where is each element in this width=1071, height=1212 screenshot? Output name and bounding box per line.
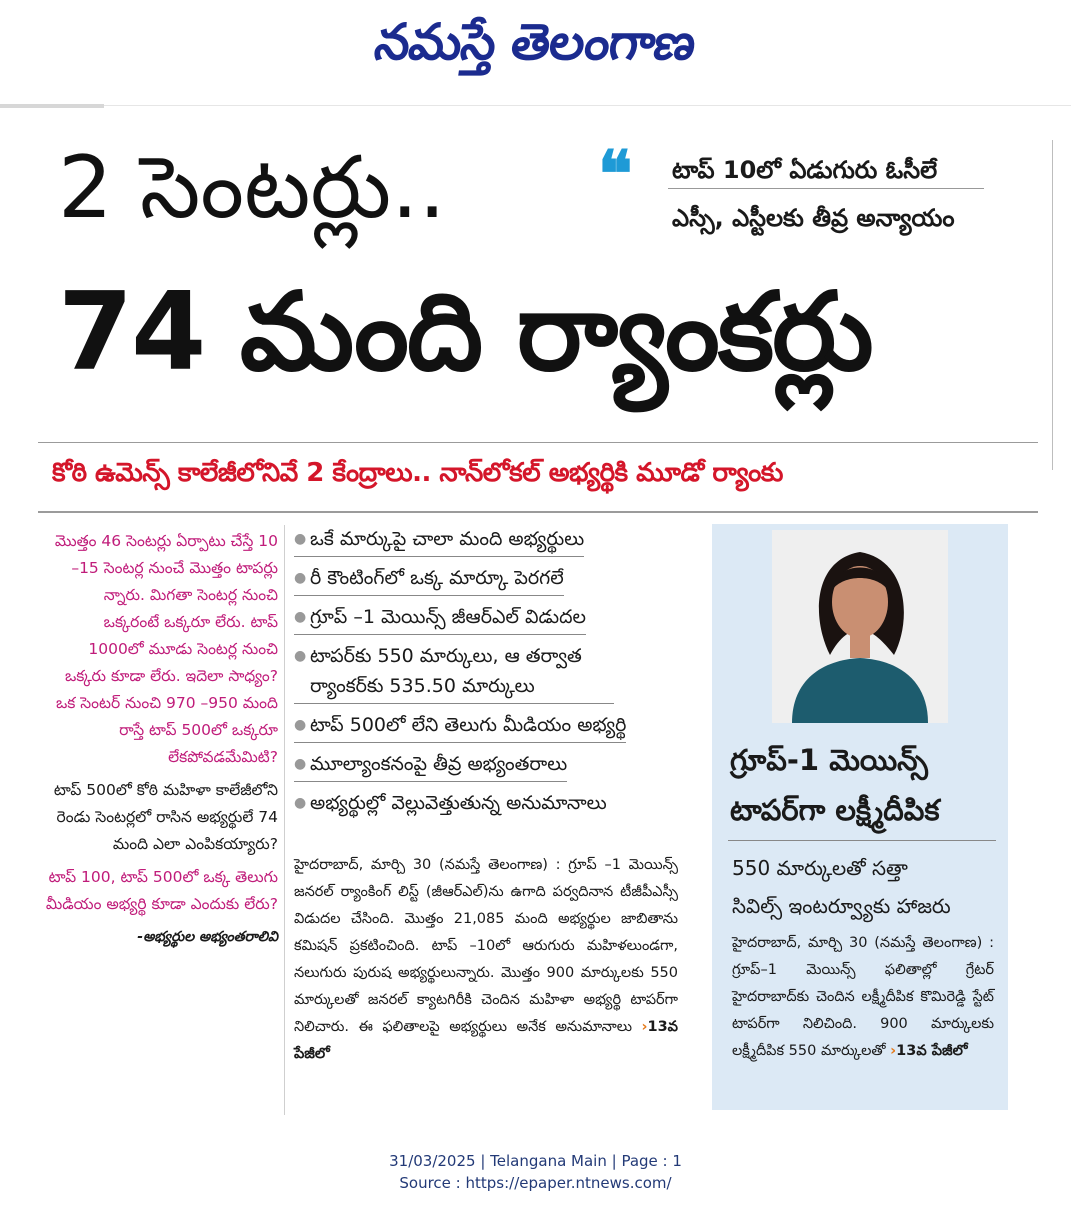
candidate-complaint-2: టాప్ 500లో కోఠి మహిళా కాలేజీలోని రెండు సెంటర్లలో రాసిన అభ్యర్థులే 74 మంది ఎలా ఎంపికయ్యారు? — [53, 781, 278, 853]
article-text: హైదరాబాద్, మార్చి 30 (నమస్తే తెలంగాణ) : గ్రూప్ –1 మెయిన్స్ జనరల్ ర్యాంకింగ్ లిస్ట్ (జీఆర్‌ఎల్)ను ఉగాది పర్వదినాన టీజీపీఎస్సీ విడుదల చేసింది. మొత్తం 21,085 మంది అభ్యర్థుల జాబితాను కమిషన్ ప్రకటించింది. టాప్ –10లో ఆరుగురు మహిళలుండగా, నలుగురు పురుష అభ్యర్థులున్నారు. మొత్తం 900 మార్కులకు 550 మార్కులతో జనరల్ క్యాటగిరీకి చెందిన మహిళా అభ్యర్థి టాపర్‌గా నిలిచారు. ఈ ఫలితాలపై అభ్యర్థులు అనేక అనుమానాలు — [294, 857, 678, 1035]
bullet-icon: ● — [294, 756, 307, 772]
list-item: ● రీ కౌంటింగ్‌లో ఒక్క మార్కూ పెరగలే — [294, 563, 564, 596]
main-article-body — [294, 852, 678, 1068]
masthead-divider-line — [104, 105, 1071, 106]
bullet-icon: ● — [294, 570, 307, 586]
masthead-divider — [0, 104, 104, 108]
pull-quote-line-1: టాప్ 10లో ఏడుగురు ఓసీలే — [672, 156, 938, 184]
continued-on-page: 13వ పేజీలో — [896, 1043, 968, 1059]
portrait-image — [772, 530, 948, 723]
bullet-icon: ● — [294, 717, 307, 733]
newspaper-logo: నమస్తే తెలంగాణ — [371, 13, 699, 71]
headline-line-1: 2 సెంటర్లు.. — [58, 138, 446, 238]
pull-quote-divider — [668, 188, 984, 189]
list-item: ● టాపర్‌కు 550 మార్కులు, ఆ తర్వాత ర్యాంకర్‌కు 535.50 మార్కులు — [294, 641, 614, 704]
list-item: ● టాప్ 500లో లేని తెలుగు మీడియం అభ్యర్థి — [294, 710, 626, 743]
subheadline: కోఠి ఉమెన్స్ కాలేజీలోనివే 2 కేంద్రాలు.. నాన్‌లోకల్ అభ్యర్థికి మూడో ర్యాంకు — [52, 458, 783, 488]
pull-quote-line-2: ఎస్సీ, ఎస్టీలకు తీవ్ర అన్యాయం — [672, 204, 955, 232]
list-item: ● ఒకే మార్కుపై చాలా మంది అభ్యర్థులు — [294, 524, 584, 557]
sidebar-title-rule — [728, 840, 996, 841]
bullet-icon: ● — [294, 795, 307, 811]
sidebar-article-text: హైదరాబాద్, మార్చి 30 (నమస్తే తెలంగాణ) : గ్రూప్–1 మెయిన్స్ ఫలితాల్లో గ్రేటర్ హైదరాబాద్‌కు చెందిన లక్ష్మీదీపిక కొమిరెడ్డి స్టేట్ టాపర్‌గా నిలిచింది. 900 మార్కులకు లక్ష్మీదీపిక 550 మార్కులతో — [732, 935, 994, 1059]
bullet-icon: ● — [294, 531, 307, 547]
sidebar-title-line-2: టాపర్‌గా లక్ష్మీదీపిక — [730, 793, 940, 827]
sidebar-title-line-1: గ్రూప్-1 మెయిన్స్ — [730, 743, 928, 777]
footer-date-edition: 31/03/2025 | Telangana Main | Page : 1 — [389, 1152, 682, 1170]
complaint-attribution: -అభ్యర్థుల అభ్యంతరాలివి — [137, 929, 278, 945]
column-separator — [284, 525, 285, 1115]
continued-on-page: 13వ పేజీలో — [294, 1019, 678, 1062]
subhead-rule-bottom — [38, 511, 1038, 513]
continue-arrow-icon: › — [890, 1043, 897, 1059]
masthead — [0, 0, 1071, 100]
bullet-icon: ● — [294, 609, 307, 625]
highlights-list — [294, 524, 684, 826]
list-item: ● అభ్యర్థుల్లో వెల్లువెత్తుతున్న అనుమానాలు — [294, 788, 607, 820]
quote-icon: ❝ — [598, 137, 633, 212]
subhead-rule-top — [38, 442, 1038, 443]
list-item: ● గ్రూప్ –1 మెయిన్స్ జీఆర్‌ఎల్ విడుదల — [294, 602, 586, 635]
footer-source: Source : https://epaper.ntnews.com/ — [399, 1174, 672, 1192]
list-item: ● మూల్యాంకనంపై తీవ్ర అభ్యంతరాలు — [294, 749, 567, 782]
candidate-complaint-3: టాప్ 100, టాప్ 500లో ఒక్క తెలుగు మీడియం అభ్యర్థి కూడా ఎందుకు లేరు? — [45, 868, 278, 913]
left-quote-column — [44, 528, 278, 950]
headline-line-2: 74 మంది ర్యాంకర్లు — [58, 270, 872, 395]
sidebar-subtitle — [732, 844, 951, 930]
continue-arrow-icon: › — [641, 1019, 648, 1035]
candidate-complaint-1: మొత్తం 46 సెంటర్లు ఏర్పాటు చేస్తే 10 –15 సెంటర్ల నుంచే మొత్తం టాపర్లు న్నారు. మిగతా సెంటర్ల నుంచి ఒక్కరంటే ఒక్కరూ లేరు. టాప్ 1000లో మూడు సెంటర్ల నుంచి ఒక్కరు కూడా లేరు. ఇదెలా సాధ్యం? ఒక సెంటర్ నుంచి 970 –950 మంది రాస్తే టాప్ 500లో ఒక్కరూ లేకపోవడమేమిటి? — [54, 532, 278, 766]
sidebar-article-body — [732, 930, 994, 1065]
column-rule — [1052, 140, 1053, 470]
sidebar-subtitle-line-2: సివిల్స్ ఇంటర్వ్యూకు హాజరు — [732, 894, 951, 918]
sidebar-subtitle-line-1: 550 మార్కులతో సత్తా — [732, 856, 908, 880]
topper-photo — [772, 530, 948, 723]
bullet-icon: ● — [294, 648, 307, 664]
